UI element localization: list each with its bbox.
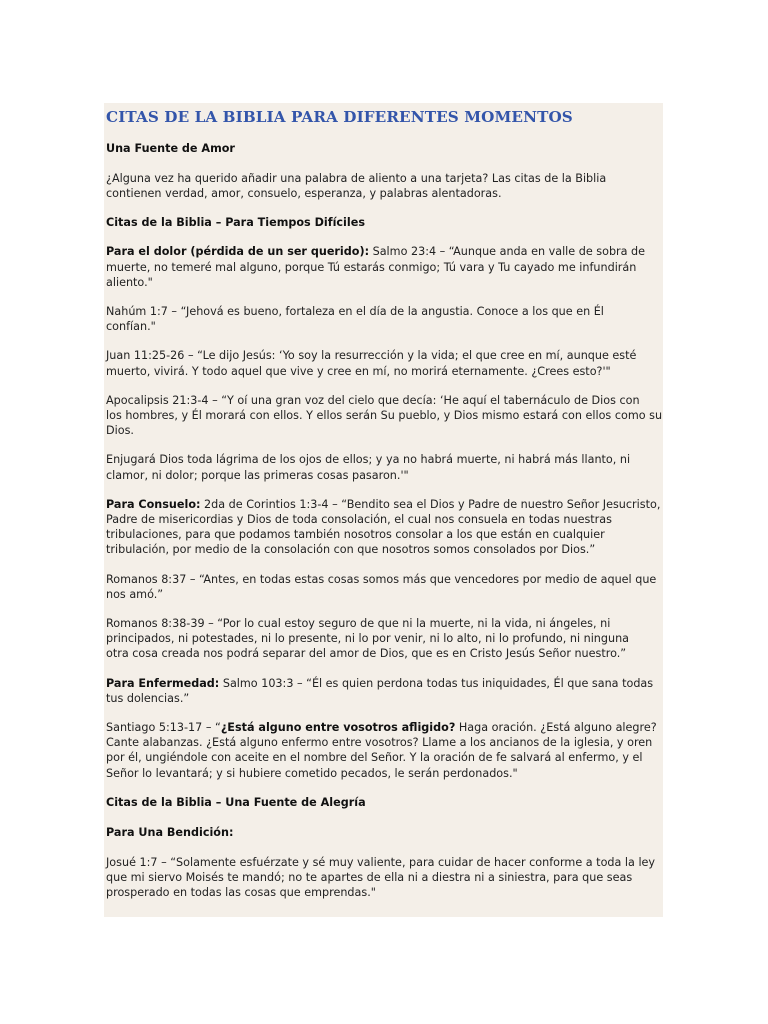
paragraph-josue: Josué 1:7 – “Solamente esfuérzate y sé muy valiente, para cuidar de hacer conforme a toda la ley que mi siervo Moisés te mandó; no te apartes de ella ni a diestra ni a siniestra, para que seas prosperado en todas las cosas que emprendas." [106,855,656,900]
section-heading-bendicion: Para Una Bendición: [106,825,234,839]
document-page [104,103,663,917]
paragraph-consuelo [106,497,663,558]
page-title: CITAS DE LA BIBLIA PARA DIFERENTES MOMENTOS [106,108,573,126]
label-enfermedad: Para Enfermedad: [106,676,220,690]
paragraph-enjugara: Enjugará Dios toda lágrima de los ojos de ellos; y ya no habrá muerte, ni habrá más llanto, ni clamor, ni dolor; porque las primeras cosas pasaron.'" [106,453,631,482]
paragraph-santiago [106,720,663,781]
label-consuelo: Para Consuelo: [106,497,201,511]
label-santiago: ¿Está alguno entre vosotros afligido? [220,721,456,735]
text-santiago-ref: Santiago 5:13-17 – “ [106,721,221,735]
paragraph-romanos-838: Romanos 8:38-39 – “Por lo cual estoy seguro de que ni la muerte, ni la vida, ni ángeles, ni principados, ni potestades, ni lo presente, ni lo por venir, ni lo alto, ni lo profundo, ni ninguna otra cosa creada nos podrá separar del amor de Dios, que es en Cristo Jesús Señor nuestro.” [106,617,630,661]
section-heading-dificiles: Citas de la Biblia – Para Tiempos Difíciles [106,216,365,230]
text-dolor: Salmo 23:4 – “Aunque anda en valle de sobra de muerte, no temeré mal alguno, porque Tú estarás conmigo; Tú vara y Tu cayado me infundirán aliento." [106,245,646,289]
text-santiago: Haga oración. ¿Está alguno alegre? Cante alabanzas. ¿Está alguno enfermo entre vosotros? Llame a los ancianos de la iglesia, y oren por él, ungiéndole con aceite en el nombre del Señor. Y la oración de fe salvará al enfermo, y el Señor lo levantará; y si hubiere cometido pecados, le serán perdonados." [106,721,657,780]
paragraph-apocalipsis: Apocalipsis 21:3-4 – “Y oí una gran voz del cielo que decía: ‘He aquí el tabernáculo de Dios con los hombres, y Él morará con ellos. Y ellos serán Su pueblo, y Dios mismo estará con ellos como su Dios. [106,393,663,438]
intro-paragraph: ¿Alguna vez ha querido añadir una palabra de aliento a una tarjeta? Las citas de la Biblia contienen verdad, amor, consuelo, esperanza, y palabras alentadoras. [106,172,607,201]
section-heading-amor: Una Fuente de Amor [106,142,235,155]
section-heading-alegria: Citas de la Biblia – Una Fuente de Alegría [106,795,366,809]
label-dolor: Para el dolor (pérdida de un ser querido): [106,245,370,259]
text-consuelo: 2da de Corintios 1:3-4 – “Bendito sea el Dios y Padre de nuestro Señor Jesucristo, Padre de misericordias y Dios de toda consolación, el cual nos consuela en todas nuestras tribulaciones, para que podamos también nosotros consolar a los que están en cualquier tribulación, por medio de la consolación con que nosotros somos consolados por Dios.” [106,497,661,557]
paragraph-enfermedad [106,676,663,706]
paragraph-juan: Juan 11:25-26 – “Le dijo Jesús: ‘Yo soy la resurrección y la vida; el que cree en mí, aunque esté muerto, vivirá. Y todo aquel que vive y cree en mí, no morirá eternamente. ¿Crees esto?'" [106,349,637,378]
paragraph-nahum: Nahúm 1:7 – “Jehová es bueno, fortaleza en el día de la angustia. Conoce a los que en Él confían." [106,305,604,334]
paragraph-romanos-837: Romanos 8:37 – “Antes, en todas estas cosas somos más que vencedores por medio de aquel que nos amó.” [106,572,657,601]
paragraph-dolor [106,244,663,290]
text-enfermedad: Salmo 103:3 – “Él es quien perdona todas tus iniquidades, Él que sana todas tus dolencias.” [106,676,654,705]
